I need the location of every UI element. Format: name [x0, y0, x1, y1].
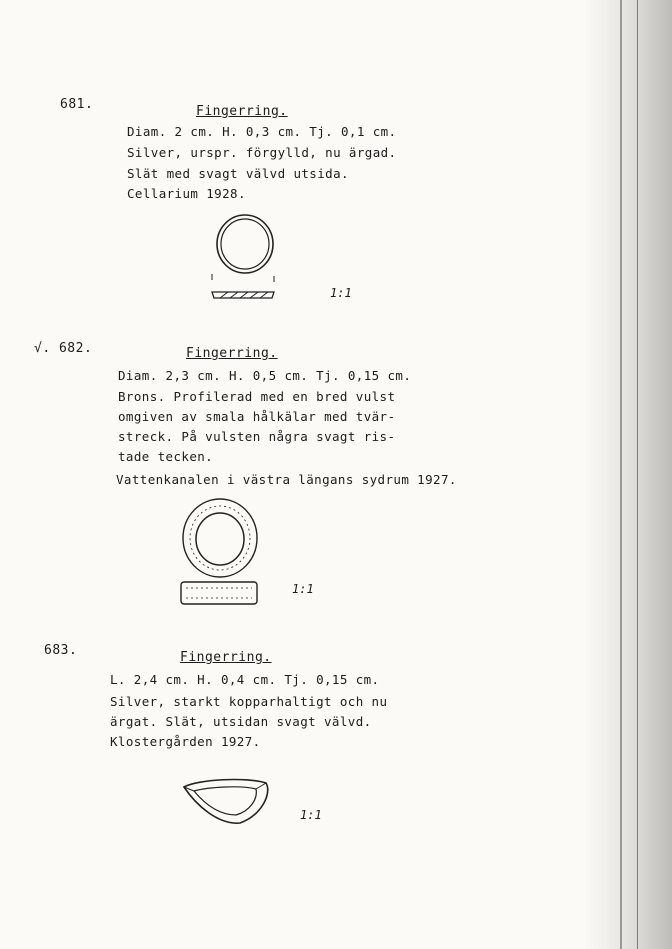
- entry-line: Vattenkanalen i västra längans sydrum 1927.: [116, 472, 457, 487]
- entry-line: Silver, starkt kopparhaltigt och nu: [110, 694, 388, 709]
- entry-line: Cellarium 1928.: [127, 186, 246, 201]
- entry-line: L. 2,4 cm. H. 0,4 cm. Tj. 0,15 cm.: [110, 672, 380, 687]
- entry-line: Silver, urspr. förgylld, nu ärgad.: [127, 145, 397, 160]
- ring-drawing-682: [176, 498, 286, 613]
- page-edge-line: [637, 0, 638, 949]
- entry-line: Diam. 2 cm. H. 0,3 cm. Tj. 0,1 cm.: [127, 124, 397, 139]
- entry-title: Fingerring.: [196, 104, 288, 119]
- scale-label: 1:1: [292, 582, 314, 596]
- entry-line: streck. På vulsten några svagt ris-: [118, 429, 396, 444]
- ring-drawing-681: [200, 212, 300, 307]
- entry-title: Fingerring.: [186, 346, 278, 361]
- entry-title: Fingerring.: [180, 650, 272, 665]
- entry-line: Diam. 2,3 cm. H. 0,5 cm. Tj. 0,15 cm.: [118, 368, 412, 383]
- entry-number: 681.: [60, 97, 94, 112]
- page-edge-line: [620, 0, 622, 949]
- entry-line: Slät med svagt välvd utsida.: [127, 166, 349, 181]
- page-edge-shadow: [584, 0, 672, 949]
- entry-line: ärgat. Slät, utsidan svagt välvd.: [110, 714, 372, 729]
- entry-line: Klostergården 1927.: [110, 734, 261, 749]
- entry-line: omgiven av smala hålkälar med tvär-: [118, 409, 396, 424]
- entry-line: Brons. Profilerad med en bred vulst: [118, 389, 396, 404]
- scale-label: 1:1: [330, 286, 352, 300]
- ring-drawing-683: [178, 775, 278, 835]
- entry-number: 683.: [44, 643, 78, 658]
- entry-line: tade tecken.: [118, 449, 214, 464]
- scale-label: 1:1: [300, 808, 322, 822]
- entry-number: √. 682.: [34, 341, 93, 356]
